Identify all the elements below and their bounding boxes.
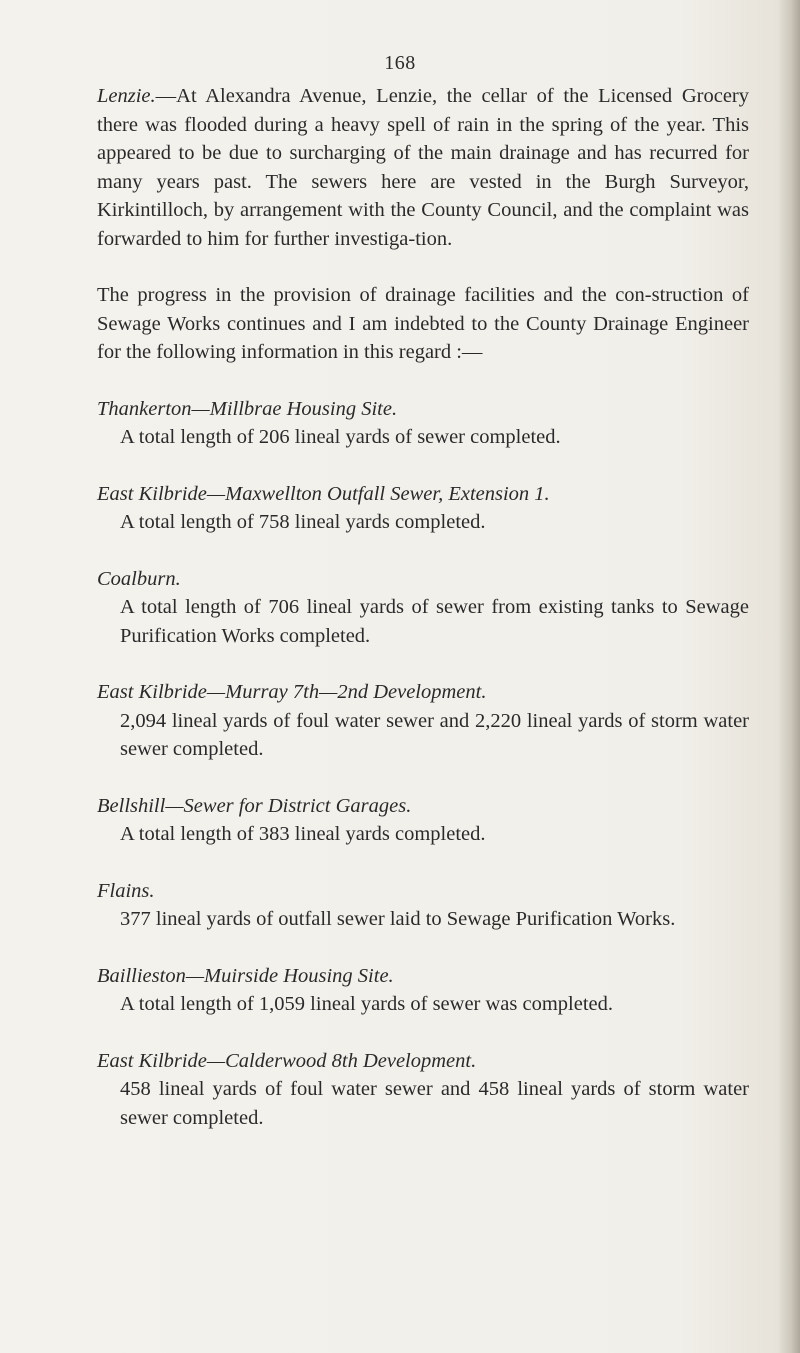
page-edge-shadow (778, 0, 800, 1353)
entry-heading: East Kilbride—Calderwood 8th Development. (97, 1049, 477, 1072)
entry-baillieston (97, 962, 749, 1019)
page-number: 168 (384, 52, 416, 74)
intro-text: —At Alexandra Avenue, Lenzie, the cellar of the Licensed Grocery there was flooded during a heavy spell of rain in the spring of the year. This appeared to be due to surcharging of the main drainage and has recurred for many years past. The sewers here are vested in the Burgh Surveyor, Kirkintilloch, by arrangement with the County Council, and the complaint was forwarded to him for further investiga-tion. (97, 85, 749, 250)
entry-body: A total length of 206 lineal yards of sewer completed. (120, 426, 561, 448)
entry-east-kilbride-murray (97, 678, 749, 764)
entry-heading: East Kilbride—Maxwellton Outfall Sewer, Extension 1. (97, 482, 550, 505)
entry-body: 458 lineal yards of foul water sewer and 458 lineal yards of storm water sewer completed. (120, 1078, 749, 1129)
entry-body: A total length of 706 lineal yards of sewer from existing tanks to Sewage Purification Works completed. (120, 596, 749, 647)
entry-flains (97, 877, 749, 934)
entry-heading: Flains. (97, 879, 155, 902)
entry-thankerton (97, 395, 749, 452)
entry-heading: East Kilbride—Murray 7th—2nd Development. (97, 681, 487, 703)
entry-bellshill (97, 792, 749, 849)
intro-lead: Lenzie. (97, 85, 156, 107)
entry-heading: Thankerton—Millbrae Housing Site. (97, 397, 398, 420)
entry-body: A total length of 1,059 lineal yards of sewer was completed. (120, 993, 614, 1015)
entry-body: A total length of 758 lineal yards completed. (120, 511, 486, 533)
entry-coalburn (97, 565, 749, 651)
entry-east-kilbride-calderwood (97, 1047, 749, 1133)
entry-east-kilbride-maxwellton (97, 480, 749, 537)
entry-heading: Baillieston—Muirside Housing Site. (97, 964, 394, 987)
entry-body: 377 lineal yards of outfall sewer laid to Sewage Purification Works. (120, 908, 676, 930)
page-content (97, 82, 749, 1160)
intro-paragraph (97, 82, 749, 253)
entry-heading: Coalburn. (97, 567, 181, 590)
entry-body: A total length of 383 lineal yards completed. (120, 823, 486, 845)
entry-body: 2,094 lineal yards of foul water sewer and 2,220 lineal yards of storm water sewer completed. (120, 709, 749, 760)
progress-paragraph: The progress in the provision of drainage facilities and the con-struction of Sewage Works continues and I am indebted to the County Drainage Engineer for the following information in this regard :— (97, 284, 749, 363)
entry-heading: Bellshill—Sewer for District Garages. (97, 794, 412, 817)
